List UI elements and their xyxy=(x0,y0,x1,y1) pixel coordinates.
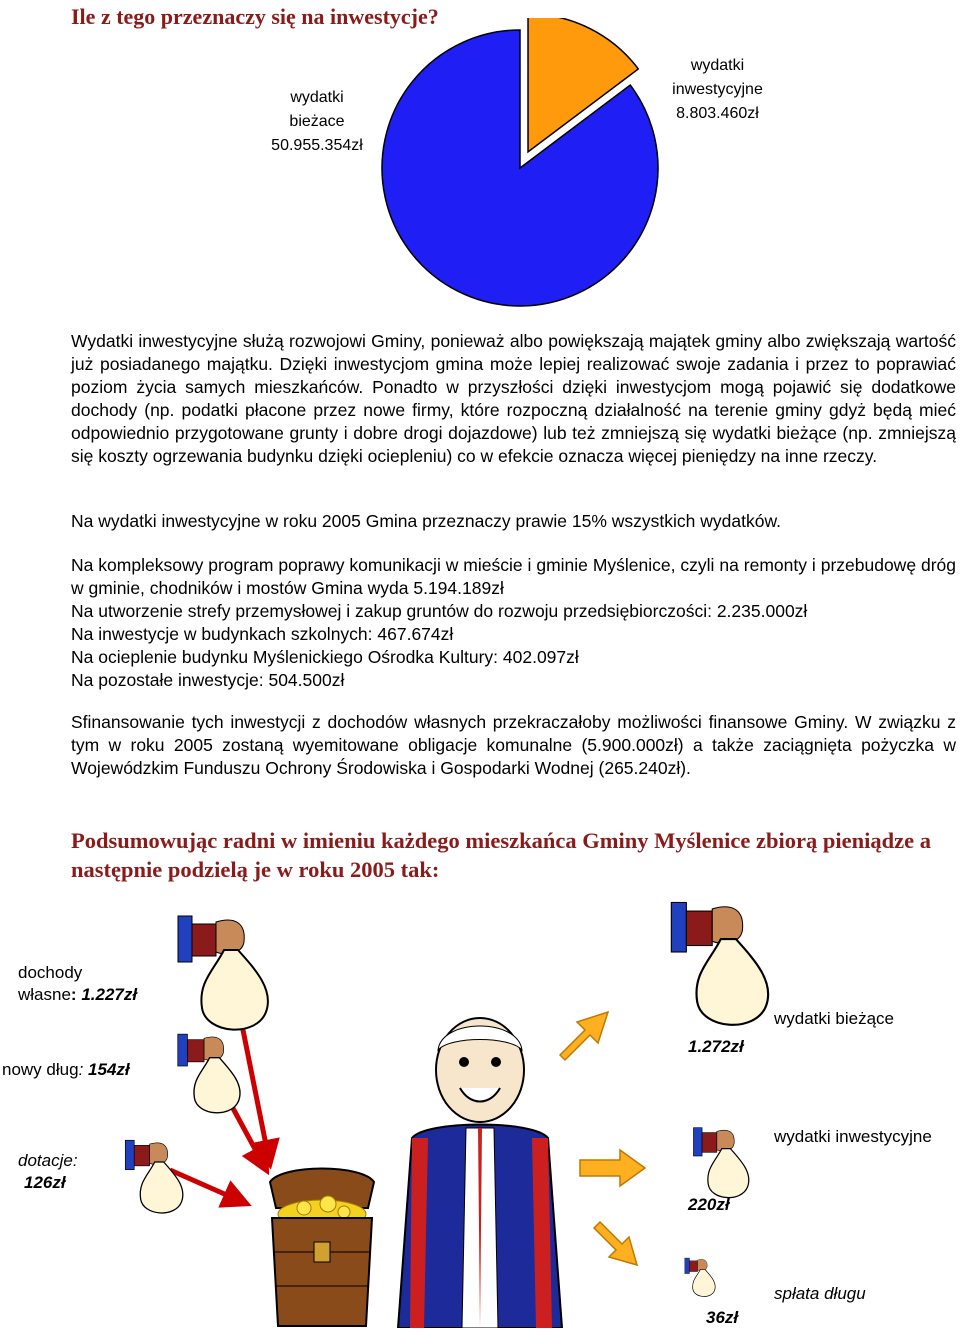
label-own-income xyxy=(18,962,137,1006)
investment-item: Na utworzenie strefy przemysłowej i zakup gruntów do rozwoju przedsiębiorczości: 2.235.000zł xyxy=(71,601,808,621)
label-own-income-line1: dochody xyxy=(18,963,83,982)
paragraph-investment-share: Na wydatki inwestycyjne w roku 2005 Gmina przeznaczy prawie 15% wszystkich wydatków. xyxy=(71,511,782,531)
label-grants-text: dotacje: xyxy=(18,1151,78,1170)
amount-own-income: 1.227zł xyxy=(81,985,138,1004)
money-bag-own-icon xyxy=(176,910,276,1040)
label-current-spending: wydatki bieżące xyxy=(774,1009,895,1028)
pie-label-current-value: 50.955.354zł xyxy=(271,137,363,154)
pie-label-invest-value: 8.803.460zł xyxy=(676,105,759,122)
amount-new-debt: 154zł xyxy=(88,1060,130,1079)
label-own-income-text: własne xyxy=(18,985,71,1004)
label-own-income-line2 xyxy=(18,984,137,1006)
label-grants xyxy=(18,1150,78,1194)
arrow-to-invest xyxy=(580,1150,645,1186)
investment-item: Na ocieplenie budynku Myślenickiego Ośrodka Kultury: 402.097zł xyxy=(71,647,579,667)
money-bag-current-icon xyxy=(668,896,778,1036)
citizen-figure-icon xyxy=(382,1010,578,1328)
pie-label-invest-line2: inwestycyjne xyxy=(672,81,763,98)
amount-invest-spending: 220zł xyxy=(688,1195,730,1214)
paragraph-financing: Sfinansowanie tych inwestycji z dochodów własnych przekraczałoby możliwości finansowe Gminy. W związku z tym w roku 2005 zostaną wyemitowane obligacje komunalne (5.900.000zł) a także zaciągnięta pożyczka w Wojewódzkim Funduszu Ochrony Środowiska i Gospodarki Wodnej (265.240zł). xyxy=(71,712,956,778)
arrow-to-debt xyxy=(594,1222,637,1265)
money-bag-debt-icon xyxy=(176,1030,246,1120)
paragraph-investment-purpose: Wydatki inwestycyjne służą rozwojowi Gminy, ponieważ albo powiększają majątek gminy albo zwiększają wartość już posiadanego majątku. Dzięki inwestycjom gmina może lepiej realizować swoje zadania i przez to poprawiać poziom życia samych mieszkańców. Ponadto w przyszłości dzięki inwestycjom mogą pojawić się dodatkowe dochody (np. podatki płacone przez nowe firmy, które rozpoczną działalność na terenie gminy gdyż będą mieć odpowiednio przygotowane grunty i dobre drogi dojazdowe) lub też zmniejszą się wydatki bieżące (np. zmniejszą się koszty ogrzewania budynku dzięki ociepleniu) co w efekcie oznacza więcej pieniędzy na inne rzeczy. xyxy=(71,331,956,466)
money-bag-debt-repay-icon xyxy=(684,1256,718,1300)
money-bag-grants-icon xyxy=(124,1136,188,1220)
label-debt-repayment: spłata długu xyxy=(774,1284,866,1303)
label-new-debt-colon: : xyxy=(78,1060,84,1079)
treasure-chest-icon xyxy=(262,1162,382,1328)
label-new-debt-text: nowy dług xyxy=(2,1060,79,1079)
page-title: Ile z tego przeznaczy się na inwestycje? xyxy=(71,4,439,29)
pie-label-invest-line1: wydatki xyxy=(690,57,745,74)
investment-item: Na pozostałe inwestycje: 504.500zł xyxy=(71,670,345,690)
investment-item: Na inwestycje w budynkach szkolnych: 467.674zł xyxy=(71,624,454,644)
summary-heading: Podsumowując radni w imieniu każdego mieszkańca Gminy Myślenice zbiorą pieniądze a następnie podzielą je w roku 2005 tak: xyxy=(71,828,931,882)
label-new-debt xyxy=(2,1059,130,1081)
pie-label-current-line1: wydatki xyxy=(290,89,344,106)
pie-label-current-line2: bieżace xyxy=(289,113,345,130)
label-invest-spending: wydatki inwestycyjne xyxy=(774,1127,932,1146)
money-bag-invest-icon xyxy=(692,1124,754,1204)
amount-debt-repayment: 36zł xyxy=(706,1308,739,1327)
label-own-income-colon: : xyxy=(70,985,77,1004)
amount-current-spending: 1.272zł xyxy=(688,1037,744,1056)
paragraph-roads-program: Na kompleksowy program poprawy komunikacji w mieście i gminie Myślenice, czyli na remonty i przebudowę dróg w gminie, chodników i mostów Gmina wyda 5.194.189zł xyxy=(71,555,956,598)
amount-grants: 126zł xyxy=(24,1173,66,1192)
